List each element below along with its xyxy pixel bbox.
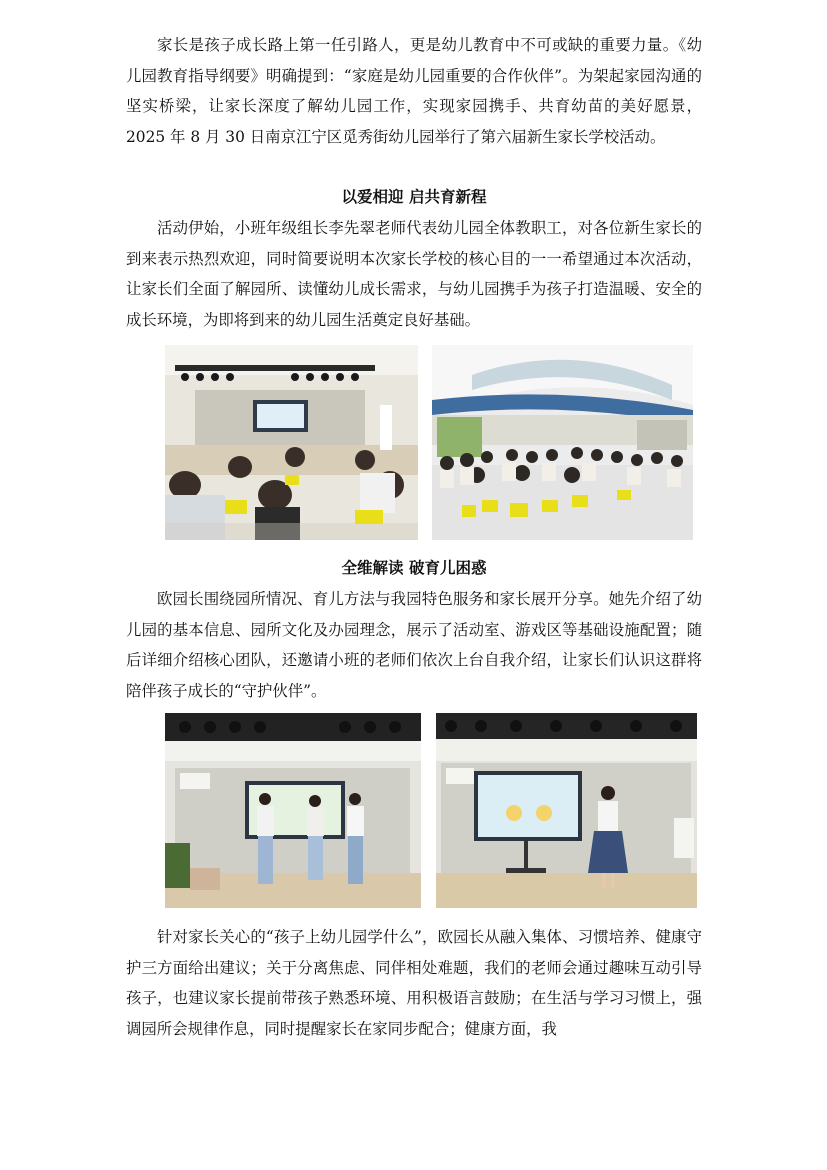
- event-photo-audience-hall: [432, 345, 693, 540]
- event-photo-teachers-introduction: [165, 713, 421, 908]
- intro-paragraph: 家长是孩子成长路上第一任引路人，更是幼儿教育中不可或缺的重要力量。《幼儿园教育指导纲要》明确提到：“家庭是幼儿园重要的合作伙伴”。为架起家园沟通的坚实桥梁，让家长深度了解幼儿园工作，实现家园携手、共育幼苗的美好愿景，2025 年 8 月 30 日南京江宁区觅秀街幼儿园举行了第六届新生家长学校活动。: [126, 36, 702, 146]
- event-photo-principal-presentation: [436, 713, 697, 908]
- event-photo-stage-welcome: [165, 345, 418, 540]
- principal-advice-paragraph: 针对家长关心的“孩子上幼儿园学什么”，欧园长从融入集体、习惯培养、健康守护三方面给出建议；关于分离焦虑、同伴相处难题，我们的老师会通过趣味互动引导孩子，也建议家长提前带孩子熟悉环境、用积极语言鼓励；在生活与学习习惯上，强调园所会规律作息，同时提醒家长在家同步配合；健康方面，我: [126, 928, 702, 1038]
- section-heading-welcome: 以爱相迎 启共育新程: [341, 187, 487, 206]
- section-heading-interpretation: 全维解读 破育儿困惑: [341, 558, 487, 577]
- welcome-paragraph: 活动伊始，小班年级组长李先翠老师代表幼儿园全体教职工，对各位新生家长的到来表示热烈欢迎，同时简要说明本次家长学校的核心目的一一希望通过本次活动，让家长们全面了解园所、读懂幼儿成长需求，与幼儿园携手为孩子打造温暖、安全的成长环境，为即将到来的幼儿园生活奠定良好基础。: [126, 219, 702, 329]
- principal-sharing-paragraph: 欧园长围绕园所情况、育儿方法与我园特色服务和家长展开分享。她先介绍了幼儿园的基本信息、园所文化及办园理念，展示了活动室、游戏区等基础设施配置；随后详细介绍核心团队，还邀请小班的老师们依次上台自我介绍，让家长们认识这群将陪伴孩子成长的“守护伙伴”。: [126, 590, 702, 700]
